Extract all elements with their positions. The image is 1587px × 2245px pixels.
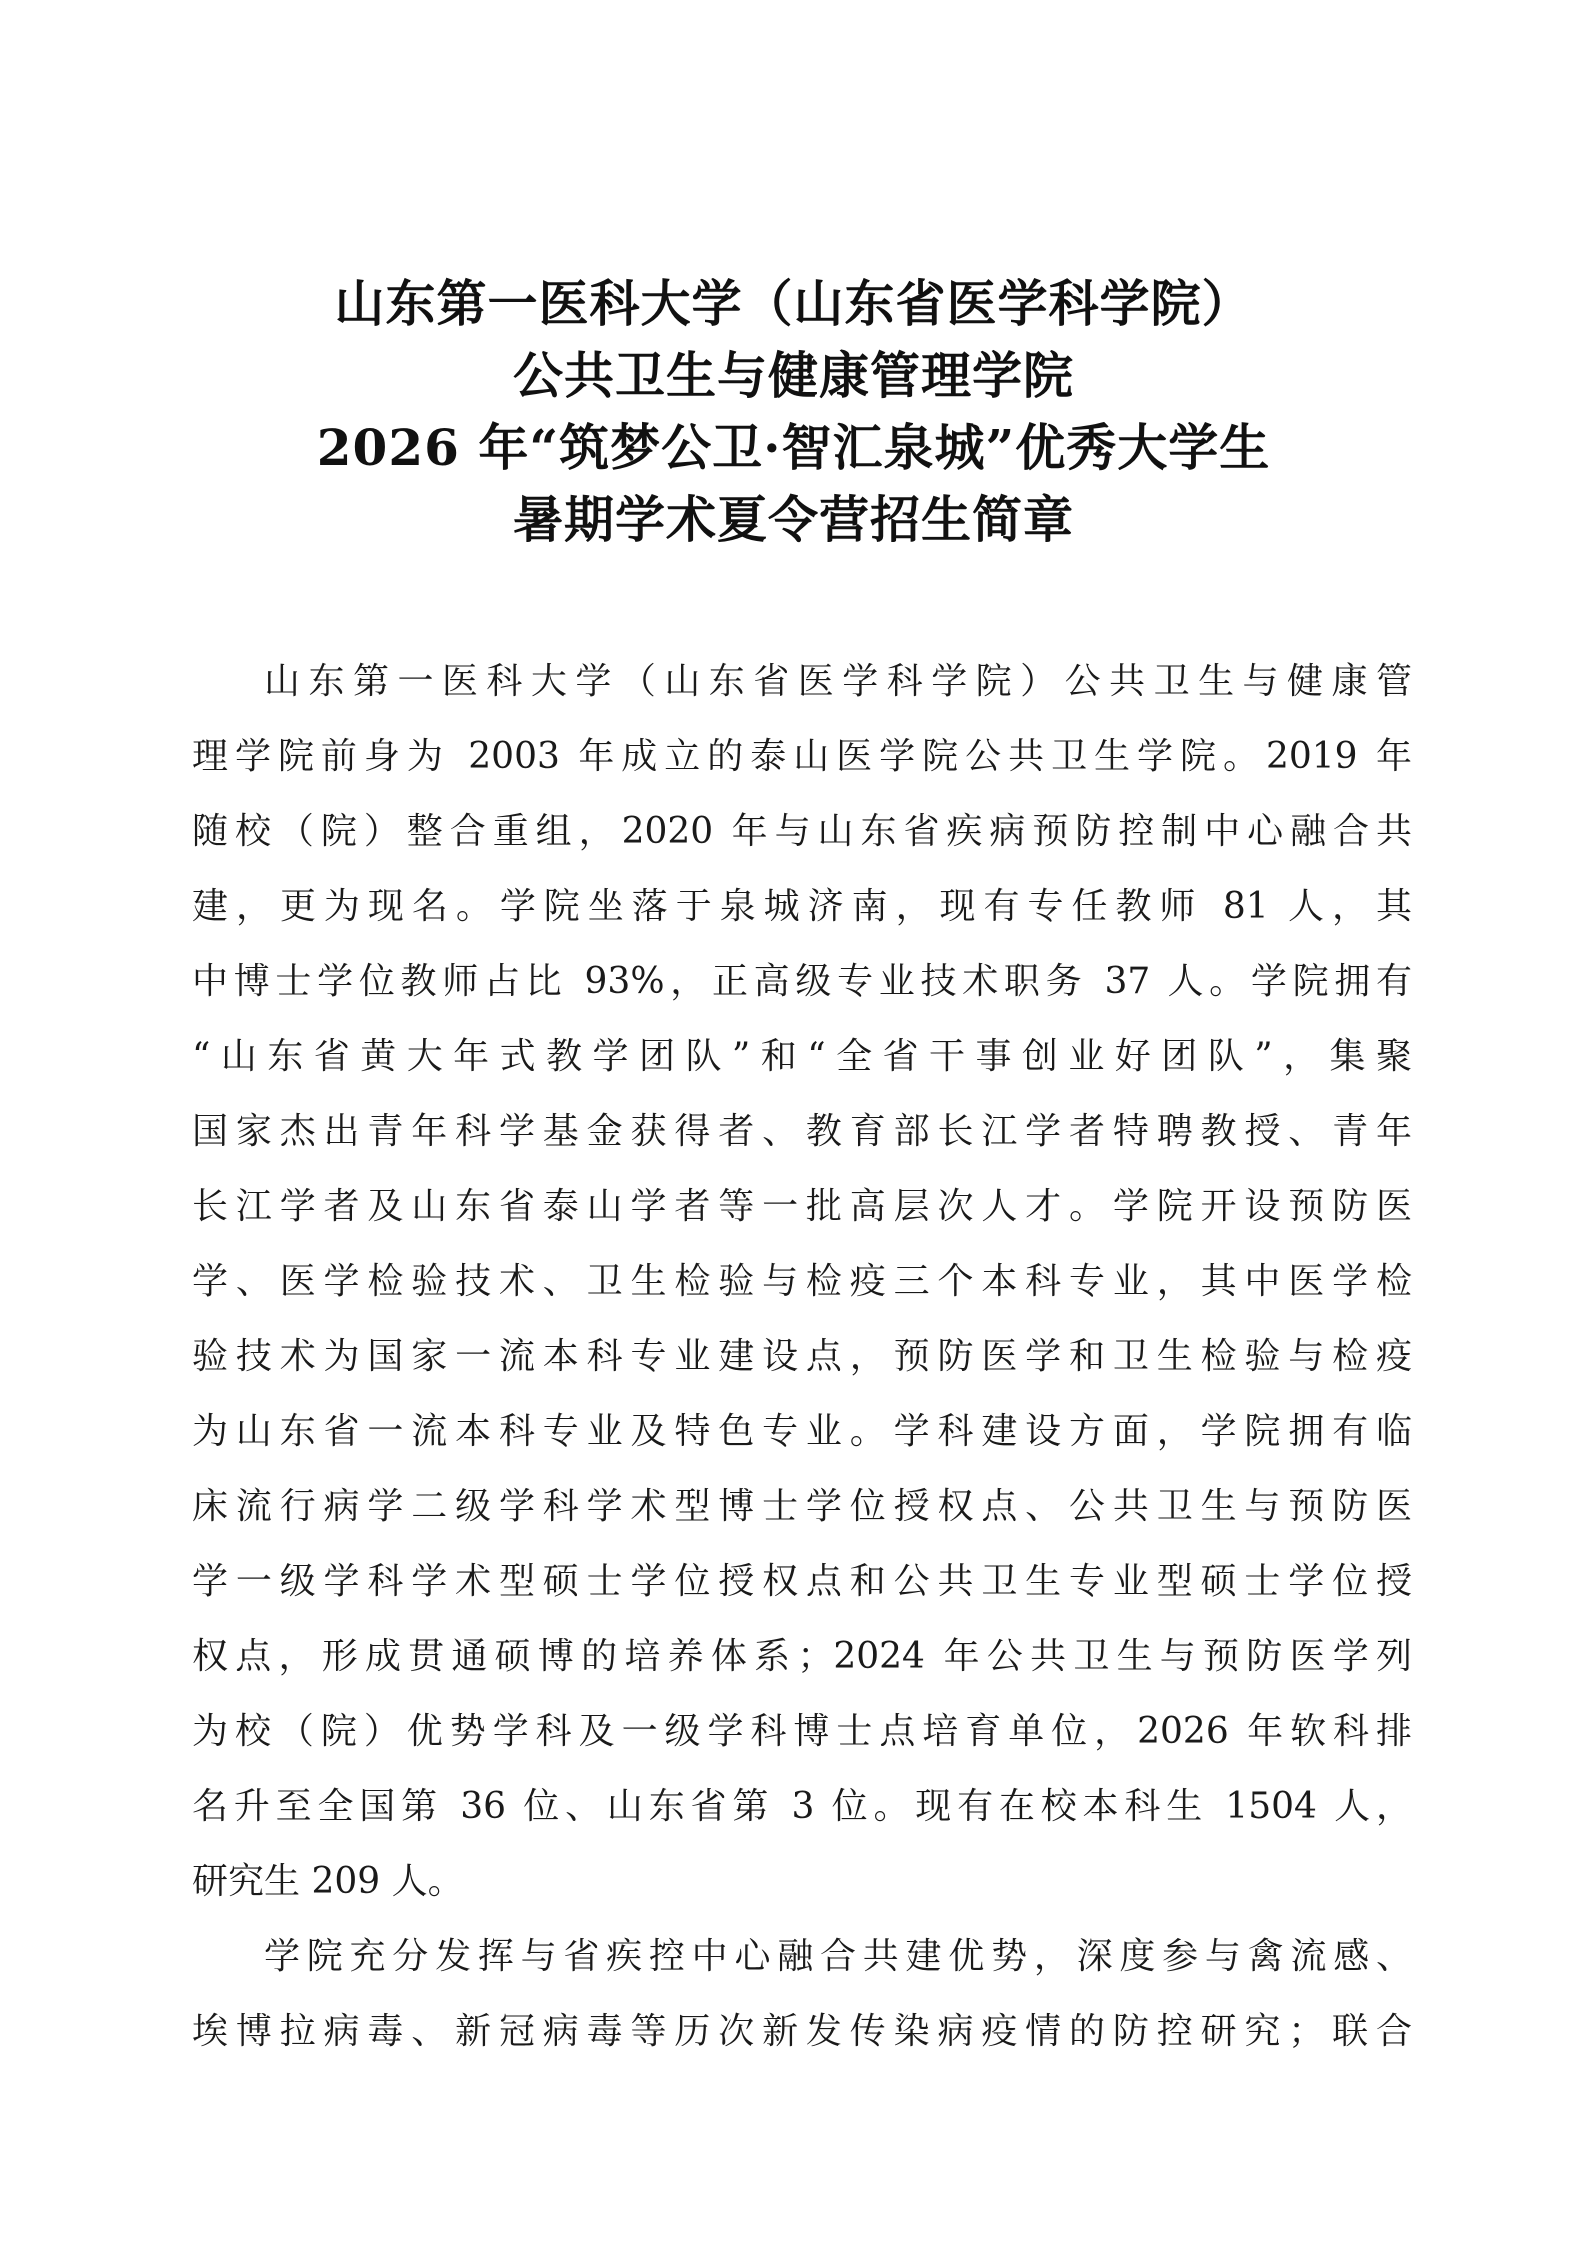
paragraph-1-line-15: 为校（院）优势学科及一级学科博士点培育单位，2026 年软科排 bbox=[192, 1711, 1412, 1752]
paragraph-2-line-1: 学院充分发挥与省疾控中心融合共建优势，深度参与禽流感、 bbox=[264, 1936, 1412, 1977]
paragraph-1-line-8: 长江学者及山东省泰山学者等一批高层次人才。学院开设预防医 bbox=[192, 1186, 1412, 1227]
title-line-1: 山东第一医科大学（山东省医学科学院） bbox=[334, 274, 1253, 333]
paragraph-1-line-12: 床流行病学二级学科学术型博士学位授权点、公共卫生与预防医 bbox=[192, 1486, 1412, 1527]
paragraph-1-line-7: 国家杰出青年科学基金获得者、教育部长江学者特聘教授、青年 bbox=[192, 1111, 1412, 1152]
paragraph-2-line-2: 埃博拉病毒、新冠病毒等历次新发传染病疫情的防控研究；联合 bbox=[192, 2011, 1412, 2052]
paragraph-1-line-9: 学、医学检验技术、卫生检验与检疫三个本科专业，其中医学检 bbox=[192, 1261, 1412, 1302]
title-line-2: 公共卫生与健康管理学院 bbox=[513, 346, 1074, 405]
paragraph-1-line-6: “山东省黄大年式教学团队”和“全省干事创业好团队”，集聚 bbox=[192, 1036, 1412, 1077]
paragraph-1-line-14: 权点，形成贯通硕博的培养体系；2024 年公共卫生与预防医学列 bbox=[192, 1636, 1412, 1677]
paragraph-1-line-3: 随校（院）整合重组，2020 年与山东省疾病预防控制中心融合共 bbox=[192, 811, 1412, 852]
paragraph-1-line-11: 为山东省一流本科专业及特色专业。学科建设方面，学院拥有临 bbox=[192, 1411, 1412, 1452]
document-body bbox=[192, 644, 1412, 2069]
paragraph-1-line-1: 山东第一医科大学（山东省医学科学院）公共卫生与健康管 bbox=[264, 661, 1412, 702]
paragraph-1-line-13: 学一级学科学术型硕士学位授权点和公共卫生专业型硕士学位授 bbox=[192, 1561, 1412, 1602]
paragraph-1-line-4: 建，更为现名。学院坐落于泉城济南，现有专任教师 81 人，其 bbox=[192, 886, 1412, 927]
paragraph-1-line-5: 中博士学位教师占比 93%，正高级专业技术职务 37 人。学院拥有 bbox=[192, 961, 1412, 1002]
paragraph-1-line-10: 验技术为国家一流本科专业建设点，预防医学和卫生检验与检疫 bbox=[192, 1336, 1412, 1377]
paragraph-1-line-17: 研究生 209 人。 bbox=[192, 1861, 464, 1902]
paragraph-1-line-2: 理学院前身为 2003 年成立的泰山医学院公共卫生学院。2019 年 bbox=[192, 736, 1412, 777]
document-title bbox=[0, 268, 1587, 556]
title-line-3: 2026 年“筑梦公卫·智汇泉城”优秀大学生 bbox=[316, 418, 1271, 477]
title-line-4: 暑期学术夏令营招生简章 bbox=[513, 490, 1074, 549]
paragraph-1-line-16: 名升至全国第 36 位、山东省第 3 位。现有在校本科生 1504 人， bbox=[192, 1786, 1412, 1827]
